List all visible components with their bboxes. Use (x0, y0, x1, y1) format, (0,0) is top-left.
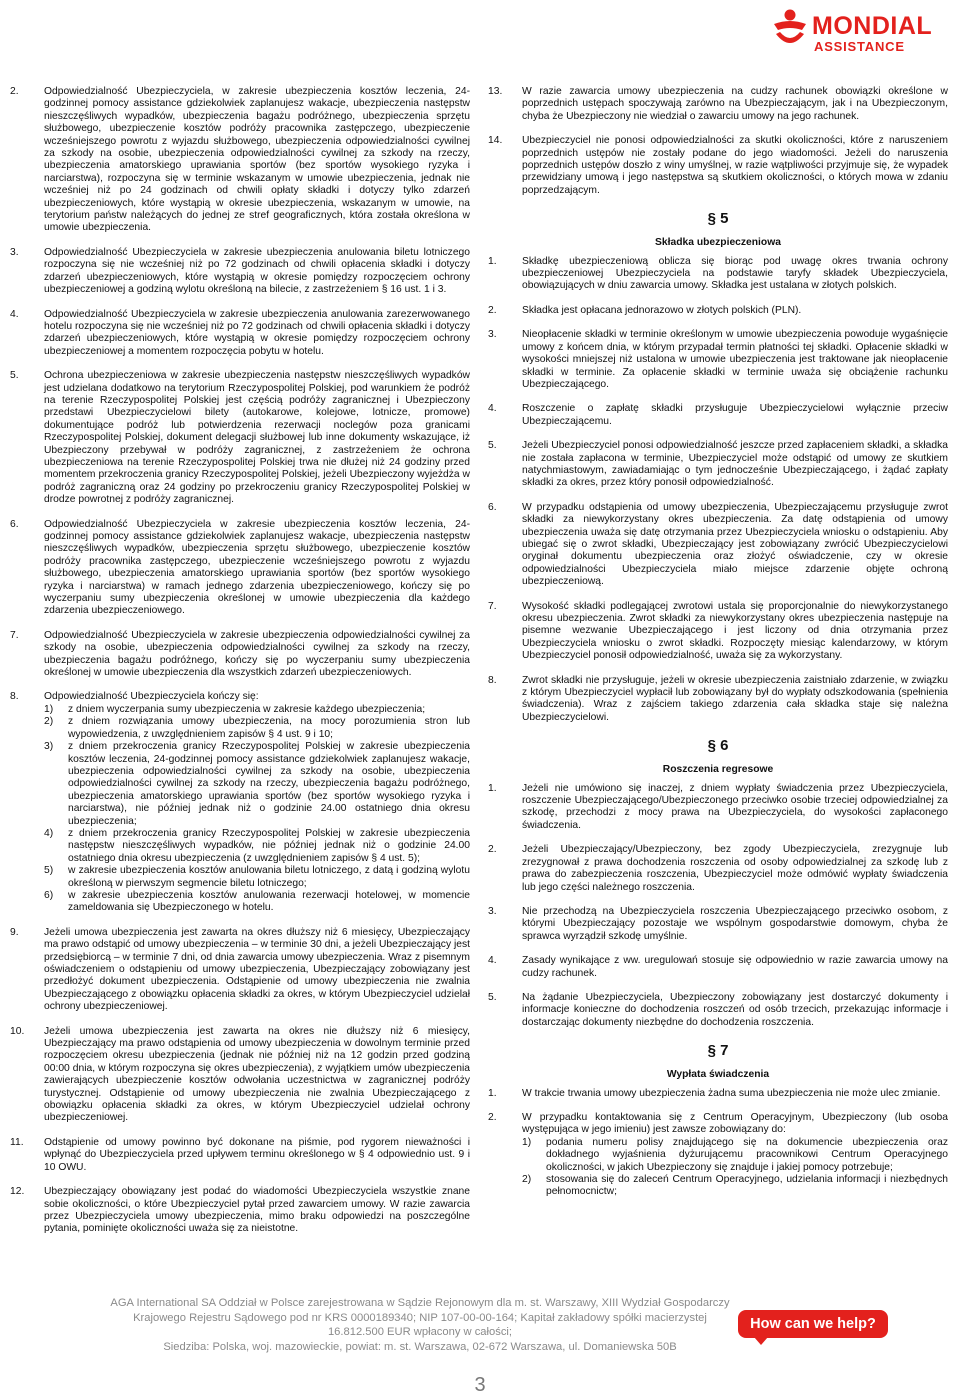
clause (488, 783, 948, 833)
clause-text: Odstąpienie od umowy powinno być dokonane na piśmie, pod rygorem nieważności i wpłynąć do Ubezpieczyciela przed upływem terminu określonego w § 4 odpowiednio ust. 9 i 10 OWU. (44, 1136, 470, 1173)
sub-clause-number: 2) (44, 716, 54, 728)
clause-body (44, 1026, 470, 1125)
clause-number: 9. (10, 926, 19, 938)
clause-body (522, 675, 948, 725)
clause (488, 305, 948, 317)
clause-body (522, 955, 948, 980)
sub-clause-text: z dniem rozwiązania umowy ubezpieczenia, na mocy porozumienia stron lub wypowiedzenia, z uwzględnieniem zapisów § 4 ust. 9 i 10; (68, 716, 470, 740)
clause-body (44, 86, 470, 235)
clause-body (522, 601, 948, 663)
clause (488, 440, 948, 490)
clause-number: 7. (488, 600, 497, 612)
clause (10, 247, 470, 297)
clause (488, 1088, 948, 1100)
section-symbol: § 7 (707, 1042, 729, 1060)
clause (10, 630, 470, 680)
clause-body (44, 1186, 470, 1236)
footer-line-3: Siedziba: Polska, woj. mazowieckie, powiat: m. st. Warszawa, 02-672 Warszawa, ul. Domaniewska 50B (163, 1340, 677, 1353)
clause-number: 10. (10, 1025, 25, 1037)
section-title: Wypłata świadczenia (666, 1069, 770, 1081)
left-column (10, 86, 470, 1248)
right-column (488, 86, 948, 1211)
clause-number: 6. (10, 518, 19, 530)
clause-text: W razie zawarcia umowy ubezpieczenia na cudzy rachunek obowiązki określone w poprzednich ustępach spoczywają zarówno na Ubezpieczającym, jak i na Ubezpieczonym, chyba że Ubezpieczony nie wiedział o zawarciu umowy na jego rachunek. (522, 86, 948, 122)
clause-number: 1. (488, 782, 497, 794)
clause-text: W trakcie trwania umowy ubezpieczenia żadna suma ubezpieczenia nie może ulec zmianie. (522, 1087, 941, 1099)
clause-text: Jeżeli Ubezpieczający/Ubezpieczony, bez zgody Ubezpieczyciela, zrezygnuje lub zrezygnował z prawa dochodzenia roszczenia od osoby odpowiedzialnej za szkodę lub z prawa do zabezpieczenia roszczenia, Ubezpieczyciel może odmówić wypłaty świadczenia lub jego części należnego roszczenia. (522, 844, 948, 893)
clause-body (44, 630, 470, 680)
clause-text: Nie przechodzą na Ubezpieczyciela roszczenia Ubezpieczającego przeciwko osobom, z którymi Ubezpieczający pozostaje we wspólnym gospodarstwie domowym, chyba że sprawca wyrządził szkodę umyślnie. (522, 905, 948, 942)
clause (10, 309, 470, 359)
clause-body (44, 370, 470, 506)
logo-person-icon (770, 8, 810, 52)
clause (488, 135, 948, 197)
clause-number: 6. (488, 501, 497, 513)
clause (488, 675, 948, 725)
clause (488, 1112, 948, 1199)
clause-text: Odpowiedzialność Ubezpieczyciela w zakresie ubezpieczenia anulowania biletu lotniczego rozpoczyna się nie wcześniej niż po 72 godzinach od chwili opłacenia składki i dotyczy zdarzeń ubezpieczeniowych, które wystąpią w okresie pomiędzy rozpoczęciem ochrony ubezpieczeniowej a godziną wylotu określoną na bilecie, z zastrzeżeniem § 16 ust. 1 i 3. (44, 246, 470, 296)
clause-text: Odpowiedzialność Ubezpieczyciela kończy się: (44, 691, 259, 703)
section-title: Składka ubezpieczeniowa (655, 237, 781, 249)
section-title: Roszczenia regresowe (662, 764, 774, 776)
clause (488, 992, 948, 1029)
clause-body (44, 1137, 470, 1174)
clause-number: 14. (488, 135, 503, 147)
clause-text: Odpowiedzialność Ubezpieczyciela, w zakresie ubezpieczenia kosztów leczenia, 24-godzinnej pomocy assistance gdziekolwiek zaplanujesz wakacje, ubezpieczenia następstw nieszczęśliwych wypadków, ubezpieczenia bagażu podróżnego, ubezpieczenia sprzętu służbowego, ubezpieczenie kosztów podróży pracownika zastępczego, ubezpieczenie wcześniejszego powrotu z wyjazdu służbowego, ubezpieczenia odpowiedzialności cywilnej za szkody na osobie, ubezpieczenia odpowiedzialności cywilnej za szkody na rzeczy, ubezpieczenia amatorskiego uprawiania sportów (bez sportów wysokiego ryzyka i narciarstwa), rozpoczyna się w terminie wskazanym w umowie ubezpieczenia, jednak nie wcześniej niż po 24 godzinach od chwili opłaty składki i dotyczy tylko zdarzeń ubezpieczeniowych, które wystąpią w okresie ubezpieczenia, wskazanym w umowie, na terytorium państw należących do jednej ze stref geograficznych, która została określona w umowie ubezpieczenia. (44, 86, 470, 234)
help-button[interactable]: How can we help? (738, 1310, 888, 1338)
section-heading (488, 738, 948, 776)
logo-subtitle: ASSISTANCE (814, 39, 905, 54)
section-heading (488, 211, 948, 249)
clause (10, 86, 470, 235)
clause (488, 86, 948, 123)
clause-text: Zwrot składki nie przysługuje, jeżeli w okresie ubezpieczenia zaistniało zdarzenie, w związku z którym Ubezpieczyciel wypłacił lub zobowiązany był do wypłaty odszkodowania (spełnienia świadczenia). Wraz z zajściem takiego zdarzenia cała składka staje się należna Ubezpieczycielowi. (522, 674, 948, 723)
clause-body (44, 927, 470, 1014)
clause-body (44, 691, 470, 914)
clause (488, 403, 948, 428)
clause-body (522, 305, 948, 317)
footer-line-1: AGA International SA Oddział w Polsce zarejestrowana w Sądzie Rejonowym dla m. st. Warszawy, XIII Wydział Gospodarczy (110, 1297, 730, 1309)
clause-body (522, 440, 948, 490)
clause-body (522, 86, 948, 123)
clause-body (522, 783, 948, 833)
sub-clause-number: 6) (44, 889, 54, 901)
sub-clause-number: 1) (44, 703, 54, 715)
clause-body (522, 256, 948, 293)
clause-number: 3. (488, 905, 497, 917)
clause (10, 1026, 470, 1125)
sub-clause-text: z dniem wyczerpania sumy ubezpieczenia w zakresie każdego ubezpieczenia; (68, 703, 426, 715)
clause-text: Odpowiedzialność Ubezpieczyciela w zakresie ubezpieczenia odpowiedzialności cywilnej za szkody na osobie, ubezpieczenia odpowiedzialności cywilnej za szkody na rzeczy, ubezpieczenia bagażu podróżnego, kończy się po wyczerpaniu sumy ubezpieczenia określonej w umowie ubezpieczenia dla wszystkich zdarzeń ubezpieczeniowych. (44, 629, 470, 679)
clause (488, 601, 948, 663)
clause (488, 256, 948, 293)
sub-clause-number: 1) (522, 1136, 532, 1148)
clause-body (522, 329, 948, 391)
clause-number: 2. (488, 844, 497, 856)
clause-text: Ochrona ubezpieczeniowa w zakresie ubezpieczenia następstw nieszczęśliwych wypadków jest udzielana dodatkowo na terytorium Rzeczypospolitej Polskiej, pod warunkiem że podróż na terenie Rzeczypospolitej Polskiej jest częścią podróży zagranicznej i Ubezpieczony przedstawi Ubezpieczycielowi bilety (autokarowe, kolejowe, lotnicze, promowe) dokumentujące podróż lub potwierdzenia rezerwacji noclegów poza granicami Rzeczypospolitej Polskiej, dokument delegacji służbowej lub inne dokumenty wskazujące, iż Ubezpieczony przebywał w podróży zagranicznej, z zastrzeżeniem że ochrona ubezpieczeniowa na terenie Rzeczypospolitej Polskiej trwa nie dłużej niż 24 godziny przed momentem przekroczenia granicy Rzeczypospolitej Polskiej, jeżeli Ubezpieczony wyjeżdża w podróż zagraniczną oraz 24 godziny po przekroczeniu granicy Rzeczypospolitej Polskiej w drodze powrotnej z podróży zagranicznej. (44, 370, 470, 506)
logo-wordmark: MONDIAL (812, 12, 933, 40)
sub-clause (44, 828, 470, 865)
clause (488, 502, 948, 589)
clause-text: Odpowiedzialność Ubezpieczyciela w zakresie ubezpieczenia anulowania zarezerwowanego hotelu rozpoczyna się nie wcześniej niż po 72 godzinach od chwili opłacenia składki i dotyczy zdarzeń ubezpieczeniowych, które wystąpią w okresie pomiędzy rozpoczęciem ochrony ubezpieczeniowej a momentem rozpoczęcia pobytu w hotelu. (44, 308, 470, 357)
clause-body (522, 135, 948, 197)
clause-number: 3. (488, 329, 497, 341)
clause-body (522, 844, 948, 894)
clause-number: 4. (10, 308, 19, 320)
footer-legal-info (110, 1296, 730, 1354)
clause-text: Nieopłacenie składki w terminie określonym w umowie ubezpieczenia powoduje wygaśnięcie umowy z końcem dnia, w którym przypadał termin płatności tej składki. Opłacenie składki w wysokości mniejszej niż ustalona w umowie ubezpieczenia jest traktowane jak nieopłacenie składki w terminie. Za opłacenie składki w terminie uważa się obciążenie rachunku Ubezpieczającego. (522, 329, 948, 390)
clause-number: 5. (488, 440, 497, 452)
clause-number: 2. (10, 86, 19, 97)
sub-clause-number: 2) (522, 1174, 532, 1185)
clause-body (522, 403, 948, 428)
section-heading (488, 1043, 948, 1081)
clause (488, 844, 948, 894)
clause-number: 4. (488, 403, 497, 415)
clause-text: Składkę ubezpieczeniową oblicza się biorąc pod uwagę okres trwania ochrony ubezpieczeniowej Ubezpieczyciela na podstawie taryfy składek Ubezpieczyciela, obowiązujących w dniu zawarcia umowy. Składka jest ustalana w złotych polskich. (522, 255, 948, 292)
section-symbol: § 6 (707, 737, 729, 755)
clause-text: Wysokość składki podlegającej zwrotowi ustala się proporcjonalnie do niewykorzystanego okresu ubezpieczenia. Zwrot składki za niewykorzystany okres ubezpieczenia następuje na pisemne wezwanie Ubezpieczającego i jest liczony od dnia otrzymania przez Ubezpieczyciela wniosku o zwrot składki. Rozpoczęty miesiąc kalendarzowy, w którym Ubezpieczyciel ponosił odpowiedzialność, uważa się za wykorzystany. (522, 600, 948, 662)
clause-text: Na żądanie Ubezpieczyciela, Ubezpieczony zobowiązany jest dostarczyć dokumenty i informacje konieczne do dochodzenia roszczeń od osób trzecich, przekazując informacje i dostarczając dokumenty niezbędne do dochodzenia roszczenia. (522, 991, 948, 1028)
section-symbol: § 5 (707, 210, 729, 228)
sub-clause-text: podania numeru polisy znajdującego się na dokumencie ubezpieczenia oraz dokładnego wyjaśnienia dyżurującemu pracownikowi Centrum Operacyjnego okoliczności, w jakich Ubezpieczony się znajduje i jakiej pomocy potrzebuje; (546, 1136, 948, 1173)
sub-clause-number: 3) (44, 741, 54, 753)
clause (488, 329, 948, 391)
clause-number: 3. (10, 246, 19, 258)
clause (488, 955, 948, 980)
footer-line-2: Krajowego Rejestru Sądowego pod nr KRS 0000189340; NIP 107-00-00-164; Kapitał zakładowy spółki macierzystej 16.812.500 EUR wpłacony w całości; (133, 1311, 707, 1338)
mondial-assistance-logo (770, 6, 956, 54)
sub-clause-text: w zakresie ubezpieczenia kosztów anulowania rezerwacji hotelowej, w momencie zameldowania się Ubezpieczonego w hotelu. (68, 889, 470, 914)
clause-text: W przypadku kontaktowania się z Centrum Operacyjnym, Ubezpieczony (lub osoba występująca w jego imieniu) jest zawsze zobowiązany do: (522, 1111, 948, 1136)
sub-clause-text: stosowania się do zaleceń Centrum Operacyjnego, udzielania informacji i niezbędnych pełnomocnictw; (546, 1174, 948, 1198)
clause (488, 906, 948, 943)
clause-number: 5. (10, 370, 19, 382)
clause-number: 12. (10, 1186, 25, 1198)
clause-number: 11. (10, 1136, 24, 1148)
sub-clause (522, 1137, 948, 1174)
clause-body (522, 1112, 948, 1199)
sub-clause (522, 1174, 948, 1199)
clause-body (522, 502, 948, 589)
clause-number: 4. (488, 955, 497, 967)
sub-clause (44, 890, 470, 915)
clause (10, 1137, 470, 1174)
clause-body (522, 1088, 948, 1100)
clause-text: Odpowiedzialność Ubezpieczyciela w zakresie ubezpieczenia kosztów leczenia, 24-godzinnej pomocy assistance gdziekolwiek zaplanujesz wakacje, ubezpieczenia następstw nieszczęśliwych wypadków, ubezpieczenia sprzętu służbowego, ubezpieczenie kosztów podróży pracownika zastępczego, ubezpieczenie wcześniejszego powrotu z wyjazdu służbowego, ubezpieczenia amatorskiego uprawiania sportów (bez sportów wysokiego ryzyka i narciarstwa) w ramach jednego zdarzenia ubezpieczeniowego, kończy się po wyczerpaniu sumy ubezpieczenia określonej w umowie ubezpieczenia dla każdego zdarzenia ubezpieczeniowego. (44, 518, 470, 617)
clause-number: 2. (488, 304, 497, 316)
clause-number: 5. (488, 991, 497, 1003)
clause (10, 1186, 470, 1236)
clause-text: Ubezpieczający obowiązany jest podać do wiadomości Ubezpieczyciela wszystkie znane sobie okoliczności, o które Ubezpieczyciel pytał przed zawarciem umowy. W razie zawarcia przez Ubezpieczyciela umowy ubezpieczenia, mimo braku odpowiedzi na poszczególne pytania, pominięte okoliczności uważa się za nieistotne. (44, 1186, 470, 1235)
clause-number: 13. (488, 86, 503, 97)
sub-clause (44, 704, 470, 716)
clause-body (44, 247, 470, 297)
sub-clause (44, 716, 470, 741)
sub-clause-number: 5) (44, 865, 54, 877)
clause-number: 8. (488, 674, 497, 686)
page-number: 3 (474, 1374, 486, 1396)
clause-body (44, 519, 470, 618)
clause-text: Ubezpieczyciel nie ponosi odpowiedzialności za skutki okoliczności, które z naruszeniem poprzednich ustępów nie zostały podane do jego wiadomości. Jeżeli do naruszenia poprzednich ustępów doszło z winy umyślnej, w razie wątpliwości przyjmuje się, że wypadek przewidziany umową i jego następstwa są skutkiem okoliczności, o których mowa w zdaniu poprzedzającym. (522, 135, 948, 196)
clause-body (44, 309, 470, 359)
clause-text: Jeżeli Ubezpieczyciel ponosi odpowiedzialność jeszcze przed zapłaceniem składki, a składka nie została zapłacona w terminie, Ubezpieczyciel może odstąpić od umowy ze skutkiem natychmiastowym, zawiadamiając o tym jednocześnie Ubezpieczającego, i żądać zapłaty składki za okres, przez który ponosił odpowiedzialność. (522, 440, 948, 489)
clause-number: 7. (10, 629, 19, 641)
clause-text: Jeżeli nie umówiono się inaczej, z dniem wypłaty świadczenia przez Ubezpieczyciela, roszczenie Ubezpieczającego/Ubezpieczonego przeciwko osobie trzeciej odpowiedzialnej za szkodę, przechodzi z mocy prawa na Ubezpieczyciela, do wysokości zapłaconego świadczenia. (522, 782, 948, 831)
clause-text: Roszczenie o zapłatę składki przysługuje Ubezpieczycielowi wyłącznie przeciw Ubezpieczającemu. (522, 403, 948, 427)
sub-clause (44, 741, 470, 828)
sub-clause (44, 865, 470, 890)
clause (10, 927, 470, 1014)
clause-body (522, 906, 948, 943)
clause-text: Zasady wynikające z ww. uregulowań stosuje się odpowiednio w razie zawarcia umowy na cudzy rachunek. (522, 955, 948, 979)
sub-clause-number: 4) (44, 827, 54, 839)
clause (10, 519, 470, 618)
clause-text: Jeżeli umowa ubezpieczenia jest zawarta na okres dłuższy niż 6 miesięcy, Ubezpieczający ma prawo odstąpić od umowy ubezpieczenia – w terminie 30 dni, a jeżeli Ubezpieczający jest przedsiębiorcą – w terminie 7 dni, od dnia zawarcia umowy ubezpieczenia. Wraz z pisemnym oświadczeniem o odstąpieniu od umowy ubezpieczenia, Ubezpieczający zobowiązany jest przedłożyć dokument ubezpieczenia. Odstąpienie od umowy ubezpieczenia nie zwalnia Ubezpieczającego z obowiązku opłacenia składki za okres, w którym Ubezpieczyciel udzielał ochrony ubezpieczeniowej. (44, 926, 470, 1013)
clause-number: 8. (10, 691, 19, 703)
clause-number: 2. (488, 1111, 497, 1123)
sub-clause-text: z dniem przekroczenia granicy Rzeczypospolitej Polskiej w zakresie ubezpieczenia kosztów leczenia, 24-godzinnej pomocy assistance gdziekolwiek zaplanujesz wakacje, ubezpieczenia odpowiedzialności cywilnej za szkody na osobie, ubezpieczenia odpowiedzialności cywilnej za szkody na rzeczy, ubezpieczenia bagażu podróżnego, ubezpieczenia amatorskiego uprawiania sportów (bez sportów wysokiego ryzyka i narciarstwa), nie później jednak niż o godzinie 24.00 ostatniego dnia okresu ubezpieczenia; (68, 741, 470, 827)
sub-clause-text: z dniem przekroczenia granicy Rzeczypospolitej Polskiej w zakresie ubezpieczenia następstw nieszczęśliwych wypadków, nie później jednak niż o godzinie 24.00 ostatniego dnia okresu ubezpieczenia (z uwzględnieniem zapisów § 4 ust. 5); (68, 827, 470, 864)
sub-clause-text: w zakresie ubezpieczenia kosztów anulowania biletu lotniczego, z datą i godziną wylotu określoną w pierwszym segmencie biletu lotniczego; (68, 865, 470, 889)
clause (10, 370, 470, 506)
clause-number: 1. (488, 255, 497, 267)
clause-text: W przypadku odstąpienia od umowy ubezpieczenia, Ubezpieczającemu przysługuje zwrot składki za niewykorzystany okres ubezpieczenia. Za datę odstąpienia od umowy ubezpieczenia uważa się datę otrzymania przez Ubezpieczyciela wniosku o odstąpieniu. Aby ubiegać się o zwrot składki, Ubezpieczający jest zobowiązany zwrócić Ubezpieczycielowi oryginał dokumentu ubezpieczenia oraz złożyć oświadczenie, czy w okresie odpowiedzialności Ubezpieczyciela miało miejsce zdarzenie objęte ochroną ubezpieczeniową. (522, 501, 948, 588)
clause-number: 1. (488, 1087, 497, 1099)
clause-text: Jeżeli umowa ubezpieczenia jest zawarta na okres nie dłuższy niż 6 miesięcy, Ubezpieczający ma prawo odstąpienia od umowy ubezpieczenia w dowolnym terminie przed rozpoczęciem okresu ubezpieczenia (jednak nie później niż na 12 godzin przed godziną 00:00 dnia, w którym rozpoczyna się okres ubezpieczenia), z wyjątkiem umów ubezpieczenia zawierających ubezpieczenie kosztów odwołania uczestnictwa w zagranicznej podróży turystycznej. Odstąpienie od umowy ubezpieczenia nie zwalnia Ubezpieczającego z obowiązku opłacenia składki za okres, w którym Ubezpieczyciel udzielał ochrony ubezpieczeniowej. (44, 1025, 470, 1124)
clause (10, 691, 470, 914)
clause-body (522, 992, 948, 1029)
clause-text: Składka jest opłacana jednorazowo w złotych polskich (PLN). (522, 304, 802, 316)
